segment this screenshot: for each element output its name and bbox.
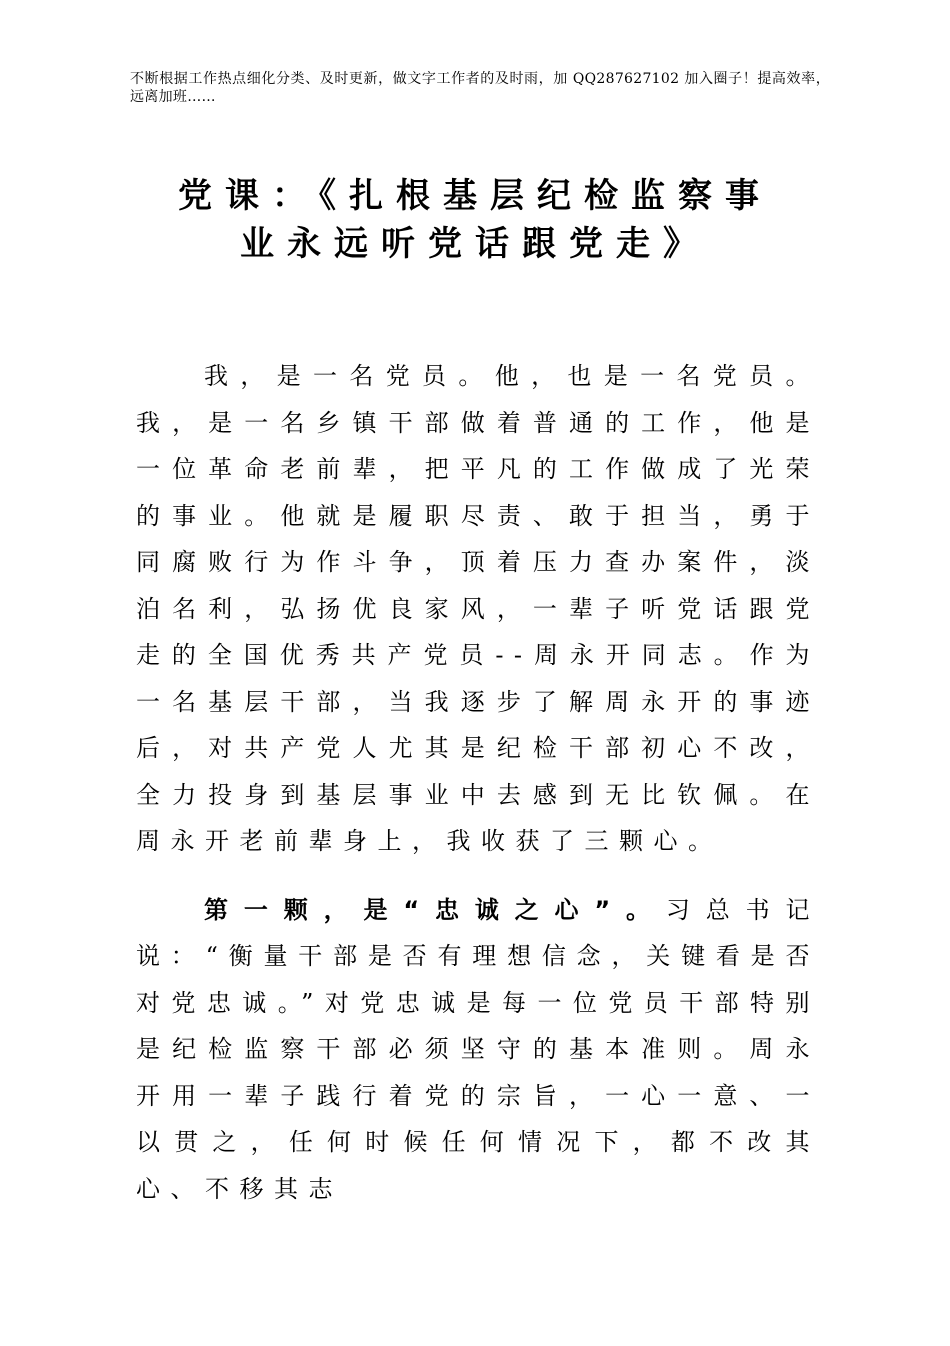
title-line-2: 业永远听党话跟党走》 xyxy=(240,224,710,264)
paragraph-text: 我，是一名党员。他，也是一名党员。我，是一名乡镇干部做着普通的工作，他是一位革命老前辈，把平凡的工作做成了光荣的事业。他就是履职尽责、敢于担当，勇于同腐败行为作斗争，顶着压力查办案件，淡泊名利，弘扬优良家风，一辈子听党话跟党走的全国优秀共产党员--周永开同志。作为一名基层干部，当我逐步了解周永开的事迹后，对共产党人尤其是纪检干部初心不改，全力投身到基层事业中去感到无比钦佩。在周永开老前辈身上，我收获了三颗心。 xyxy=(136,362,820,855)
title-line-1: 党课：《扎根基层纪检监察事 xyxy=(178,176,772,216)
paragraph-loyalty xyxy=(136,887,820,1213)
paragraph-text: 习总书记说：“衡量干部是否有理想信念，关键看是否对党忠诚。”对党忠诚是每一位党员干部特别是纪检监察干部必须坚守的基本准则。周永开用一辈子践行着党的宗旨，一心一意、一以贯之，任何时候任何情况下，都不改其心、不移其志 xyxy=(136,895,821,1203)
paragraph-lead: 第一颗，是“忠诚之心”。 xyxy=(204,895,666,924)
paragraph-intro xyxy=(136,353,820,865)
document-title xyxy=(130,172,820,268)
header-note: 不断根据工作热点细化分类、及时更新，做文字工作者的及时雨，加 QQ287627102 加入圈子！提高效率，远离加班…… xyxy=(130,71,830,105)
body-text xyxy=(136,353,820,1212)
